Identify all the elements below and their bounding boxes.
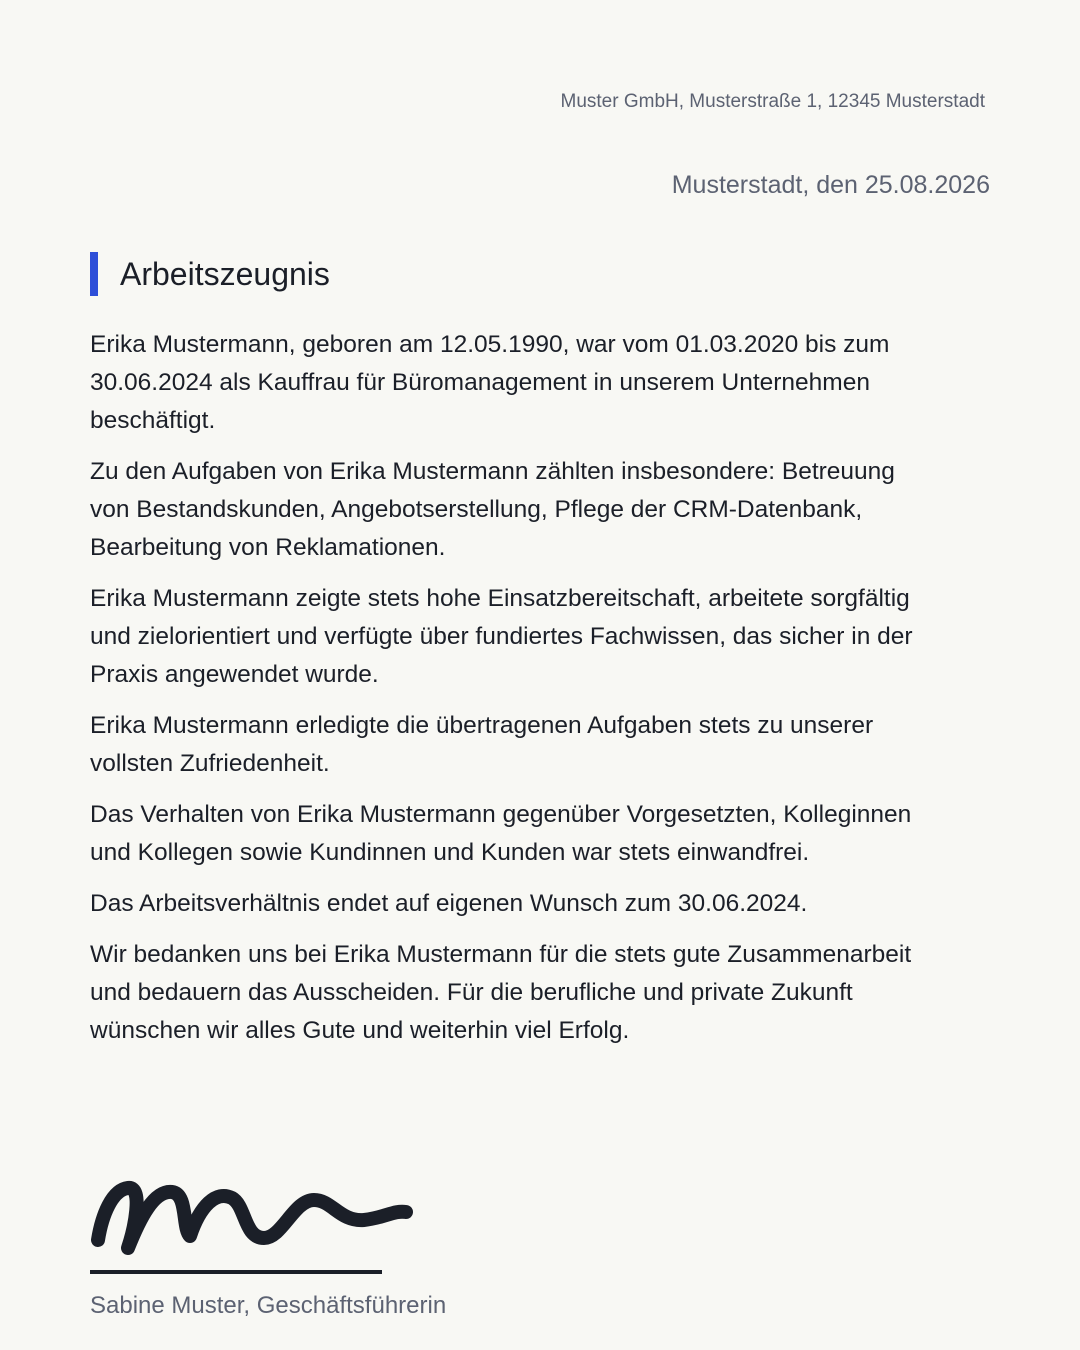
- title-block: [90, 252, 330, 296]
- paragraph-employment: Erika Mustermann, geboren am 12.05.1990, war vom 01.03.2020 bis zum 30.06.2024 als Kauffrau für Büromanagement in unserem Unternehmen beschäftigt.: [90, 331, 890, 434]
- handwritten-signature: [88, 1170, 418, 1270]
- paragraph-conduct: Das Verhalten von Erika Mustermann gegenüber Vorgesetzten, Kolleginnen und Kollegen sowie Kundinnen und Kunden war stets einwandfrei.: [90, 801, 912, 866]
- paragraph-tasks: Zu den Aufgaben von Erika Mustermann zählten insbesondere: Betreuung von Bestandskunden, Angebotserstellung, Pflege der CRM-Datenbank, Bearbeitung von Reklamationen.: [90, 458, 895, 561]
- paragraph-rating: Erika Mustermann erledigte die übertragenen Aufgaben stets zu unserer vollsten Zufriedenheit.: [90, 712, 874, 777]
- signer-name: Sabine Muster, Geschäftsführerin: [90, 1292, 447, 1319]
- document-body: [90, 326, 920, 1063]
- paragraph-performance: Erika Mustermann zeigte stets hohe Einsatzbereitschaft, arbeitete sorgfältig und zielorientiert und verfügte über fundiertes Fachwissen, das sicher in der Praxis angewendet wurde.: [90, 585, 913, 688]
- title-accent-bar: [90, 252, 98, 296]
- date-line: Musterstadt, den 25.08.2026: [671, 171, 990, 199]
- paragraph-closing: Wir bedanken uns bei Erika Mustermann für die stets gute Zusammenarbeit und bedauern das Ausscheiden. Für die berufliche und private Zukunft wünschen wir alles Gute und weiterhin viel Erfolg.: [90, 941, 912, 1044]
- sender-address: Muster GmbH, Musterstraße 1, 12345 Musterstadt: [560, 91, 985, 112]
- document-title: Arbeitszeugnis: [120, 256, 330, 292]
- signature-line: [90, 1270, 382, 1274]
- paragraph-termination: Das Arbeitsverhältnis endet auf eigenen Wunsch zum 30.06.2024.: [90, 890, 808, 917]
